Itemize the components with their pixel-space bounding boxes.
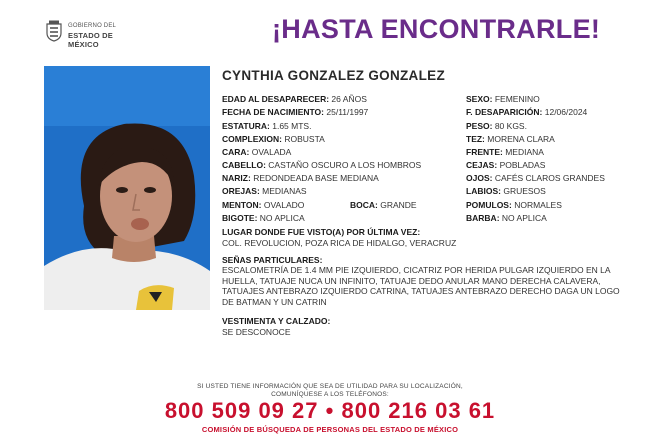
field-label: CARA: <box>222 147 250 157</box>
phone-separator: • <box>325 398 335 423</box>
field-value: FEMENINO <box>494 94 540 104</box>
field-value: MEDIANA <box>505 147 544 157</box>
field-value: NORMALES <box>514 200 562 210</box>
field-value: REDONDEADA BASE MEDIANA <box>253 173 379 183</box>
field-label: CEJAS: <box>466 160 498 170</box>
field-menton <box>222 200 304 210</box>
lugar-label: LUGAR DONDE FUE VISTO(A) POR ÚLTIMA VEZ: <box>222 227 421 237</box>
phone-number-2[interactable]: 800 216 03 61 <box>341 398 496 423</box>
field-tez <box>466 134 555 144</box>
field-value: NO APLICA <box>501 213 547 223</box>
missing-person-photo <box>44 66 210 310</box>
field-value: 80 KGS. <box>494 121 527 131</box>
field-label: NARIZ: <box>222 173 251 183</box>
field-label: SEXO: <box>466 94 493 104</box>
field-value: CAFÉS CLAROS GRANDES <box>494 173 605 183</box>
field-fecha-desaparicion <box>466 107 587 117</box>
field-frente <box>466 147 544 157</box>
field-value: GRANDE <box>380 200 417 210</box>
field-barba <box>466 213 547 223</box>
field-boca <box>350 200 417 210</box>
field-label: TEZ: <box>466 134 485 144</box>
field-value: ROBUSTA <box>284 134 325 144</box>
field-value: 26 AÑOS <box>331 94 367 104</box>
field-value: MEDIANAS <box>262 186 307 196</box>
field-label: ESTATURA: <box>222 121 270 131</box>
field-label: LABIOS: <box>466 186 501 196</box>
vestimenta-label: VESTIMENTA Y CALZADO: <box>222 316 331 326</box>
person-name: CYNTHIA GONZALEZ GONZALEZ <box>222 68 445 83</box>
vestimenta-value: SE DESCONOCE <box>222 327 291 337</box>
senas-label: SEÑAS PARTICULARES: <box>222 255 323 265</box>
field-label: OREJAS: <box>222 186 260 196</box>
footer-info-line1: SI USTED TIENE INFORMACIÓN QUE SEA DE UTILIDAD PARA SU LOCALIZACIÓN, <box>197 383 463 390</box>
phone-numbers <box>0 398 660 424</box>
field-estatura <box>222 121 311 131</box>
field-value: POBLADAS <box>499 160 546 170</box>
field-label: F. DESAPARICIÓN: <box>466 107 543 117</box>
field-label: OJOS: <box>466 173 493 183</box>
field-cejas <box>466 160 545 170</box>
field-value: OVALADO <box>263 200 305 210</box>
headline: ¡HASTA ENCONTRARLE! <box>272 14 601 44</box>
field-label: COMPLEXION: <box>222 134 282 144</box>
logo-text-line1: GOBIERNO DEL <box>68 23 117 29</box>
senas-value: ESCALOMETRÍA DE 1.4 MM PIE IZQUIERDO, CICATRIZ POR HERIDA PULGAR IZQUIERDO EN LA HUELLA, TATUAJE NUCA UN INFINITO, TATUAJE DEDO ANULAR MANO DERECHA CALAVERA, TATUAJES ANTEBRAZO IZQUIERDO CATRINA, TATUAJES ANTEBRAZO DERECHO DAGA UN LOGO DE BATMAN Y UN CATRIN <box>222 265 620 307</box>
field-value: 1.65 MTS. <box>272 121 312 131</box>
field-cara <box>222 147 291 157</box>
field-value: GRUESOS <box>503 186 546 196</box>
field-edad <box>222 94 367 104</box>
field-label: PESO: <box>466 121 493 131</box>
state-logo <box>44 18 140 49</box>
field-value: CASTAÑO OSCURO A LOS HOMBROS <box>268 160 422 170</box>
field-value: OVALADA <box>251 147 292 157</box>
phone-number-1[interactable]: 800 509 09 27 <box>164 398 319 423</box>
coat-of-arms-icon <box>44 20 64 42</box>
field-sexo <box>466 94 540 104</box>
field-labios <box>466 186 546 196</box>
field-peso <box>466 121 527 131</box>
footer-info-line2: COMUNÍQUESE A LOS TELÉFONOS: <box>271 391 389 398</box>
field-orejas <box>222 186 307 196</box>
lugar-value: COL. REVOLUCION, POZA RICA DE HIDALGO, VERACRUZ <box>222 238 457 248</box>
field-label: BARBA: <box>466 213 500 223</box>
field-cabello <box>222 160 421 170</box>
field-ojos <box>466 173 605 183</box>
portrait-illustration <box>44 66 210 310</box>
field-value: NO APLICA <box>259 213 305 223</box>
field-label: FECHA DE NACIMIENTO: <box>222 107 324 117</box>
field-label: MENTON: <box>222 200 262 210</box>
field-label: FRENTE: <box>466 147 503 157</box>
field-label: POMULOS: <box>466 200 512 210</box>
field-complexion <box>222 134 325 144</box>
field-fecha-nacimiento <box>222 107 368 117</box>
field-label: EDAD AL DESAPARECER: <box>222 94 330 104</box>
agency-name: COMISIÓN DE BÚSQUEDA DE PERSONAS DEL ESTADO DE MÉXICO <box>201 425 459 434</box>
field-value: 12/06/2024 <box>544 107 588 117</box>
field-bigote <box>222 213 305 223</box>
field-pomulos <box>466 200 562 210</box>
field-value: MORENA CLARA <box>487 134 555 144</box>
field-label: CABELLO: <box>222 160 266 170</box>
field-label: BIGOTE: <box>222 213 258 223</box>
logo-text-line2: ESTADO DE MÉXICO <box>68 31 113 49</box>
field-label: BOCA: <box>350 200 378 210</box>
field-value: 25/11/1997 <box>326 107 369 117</box>
field-nariz <box>222 173 379 183</box>
